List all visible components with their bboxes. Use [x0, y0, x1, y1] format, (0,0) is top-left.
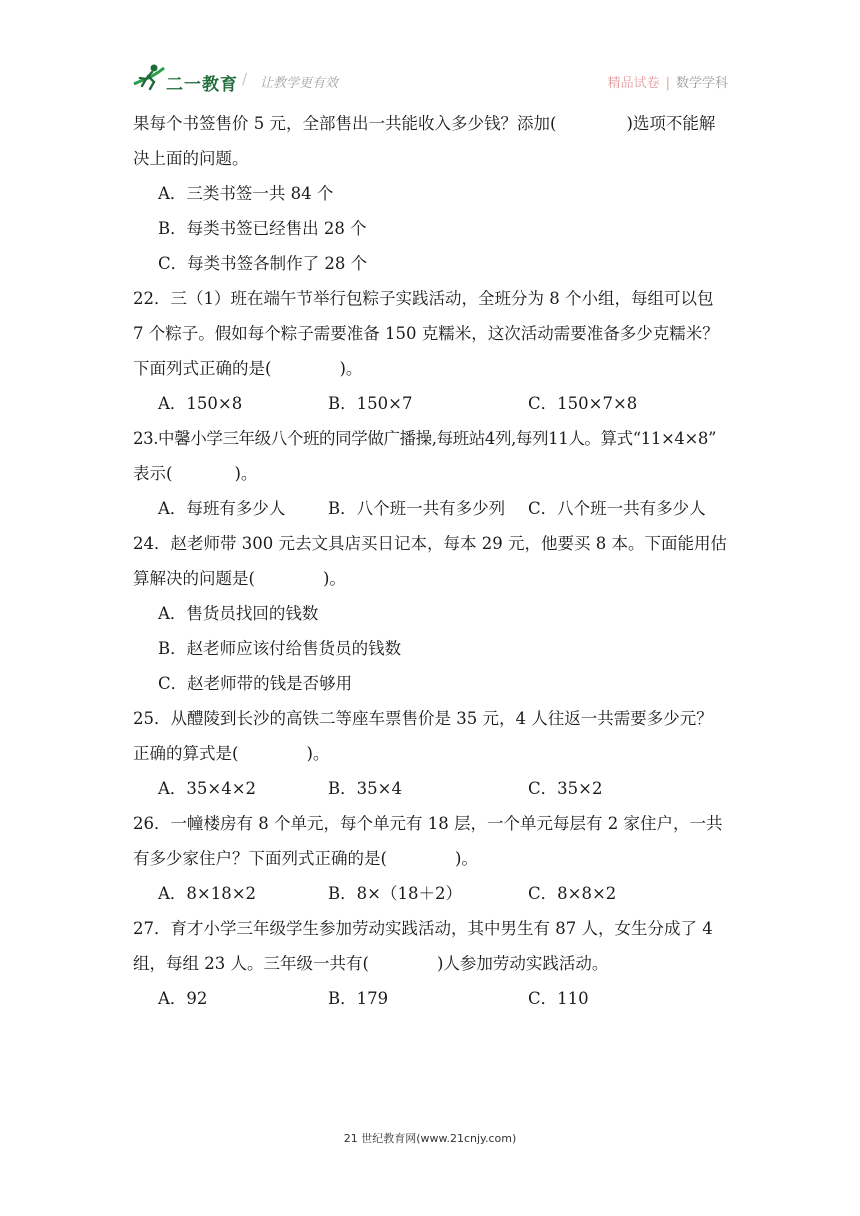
q27-option-a: A．92 [158, 989, 208, 1008]
q22-line-3: 下面列式正确的是( )。 [133, 359, 363, 378]
logo-divider: / [242, 70, 248, 88]
brand-slogan: 让教学更有效 [260, 76, 339, 91]
tag-separator: | [665, 76, 670, 91]
q26-line-2: 有多少家住户？下面列式正确的是( )。 [133, 849, 478, 868]
logo [132, 62, 362, 96]
page-footer: 21 世纪教育网(www.21cnjy.com) [343, 1132, 517, 1145]
q25-option-c: C．35×2 [528, 779, 603, 798]
subject-label: 数学学科 [675, 76, 728, 91]
q24-option-c: C．赵老师带的钱是否够用 [158, 674, 353, 693]
q21-line-1: 果每个书签售价 5 元，全部售出一共能收入多少钱？添加( )选项不能解 [133, 114, 716, 133]
q25-option-b: B．35×4 [328, 779, 402, 798]
q23-option-c: C．八个班一共有多少人 [528, 499, 706, 518]
brand-name: 二一教育 [166, 75, 238, 95]
q23-line-1: 23.中馨小学三年级八个班的同学做广播操,每班站4列,每列11人。算式“11×4×8” [133, 429, 717, 448]
q22-options [133, 386, 733, 421]
q25-line-2: 正确的算式是( )。 [133, 744, 330, 763]
q23-options [133, 491, 733, 526]
q21-option-a: A．三类书签一共 84 个 [158, 184, 334, 203]
q22-line-2: 7 个粽子。假如每个粽子需要准备 150 克糯米，这次活动需要准备多少克糯米？ [133, 324, 719, 343]
q21-option-c: C．每类书签各制作了 28 个 [158, 254, 368, 273]
header-tags [608, 72, 728, 91]
q24-line-1: 24．赵老师带 300 元去文具店买日记本，每本 29 元，他要买 8 本。下面能用估 [133, 534, 727, 553]
tag-label: 精品试卷 [607, 76, 660, 91]
q26-option-a: A．8×18×2 [158, 884, 257, 903]
q27-line-1: 27．育才小学三年级学生参加劳动实践活动，其中男生有 87 人，女生分成了 4 [133, 919, 713, 938]
q24-line-2: 算解决的问题是( )。 [133, 569, 346, 588]
runner-logo-icon [132, 62, 166, 92]
q26-line-1: 26．一幢楼房有 8 个单元，每个单元有 18 层，一个单元每层有 2 家住户，一共 [133, 814, 723, 833]
q27-option-c: C．110 [528, 989, 589, 1008]
q24-option-b: B．赵老师应该付给售货员的钱数 [158, 639, 402, 658]
q26-option-b: B．8×（18＋2） [328, 884, 462, 903]
q22-option-a: A．150×8 [158, 394, 243, 413]
q27-line-2: 组，每组 23 人。三年级一共有( )人参加劳动实践活动。 [133, 954, 609, 973]
q25-line-1: 25．从醴陵到长沙的高铁二等座车票售价是 35 元，4 人往返一共需要多少元？ [133, 709, 713, 728]
q21-line-2: 决上面的问题。 [133, 149, 249, 168]
q24-option-a: A．售货员找回的钱数 [158, 604, 319, 623]
q27-option-b: B．179 [328, 989, 389, 1008]
q23-option-b: B．八个班一共有多少列 [328, 499, 506, 518]
question-content [133, 106, 733, 1016]
q21-option-b: B．每类书签已经售出 28 个 [158, 219, 367, 238]
q23-option-a: A．每班有多少人 [158, 499, 286, 518]
q25-option-a: A．35×4×2 [158, 779, 257, 798]
page-header [0, 0, 860, 110]
q25-options [133, 771, 733, 806]
q22-option-b: B．150×7 [328, 394, 413, 413]
q26-options [133, 876, 733, 911]
q27-options [133, 981, 733, 1016]
q26-option-c: C．8×8×2 [528, 884, 617, 903]
q22-line-1: 22．三（1）班在端午节举行包粽子实践活动，全班分为 8 个小组，每组可以包 [133, 289, 714, 308]
q23-line-2: 表示( )。 [133, 464, 258, 483]
q22-option-c: C．150×7×8 [528, 394, 638, 413]
